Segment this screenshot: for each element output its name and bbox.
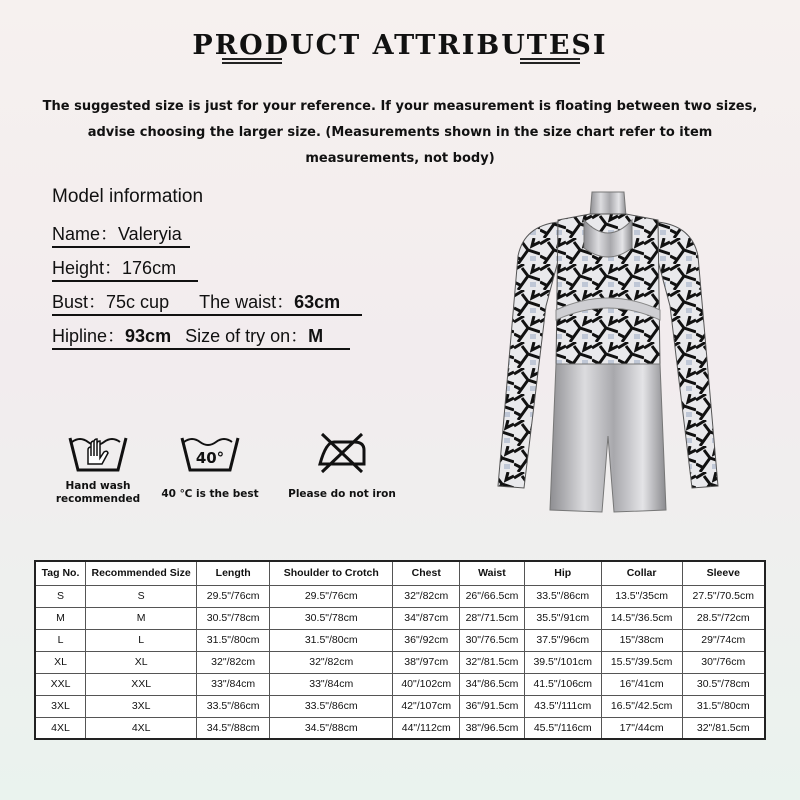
table-cell: 15.5"/39.5cm — [601, 651, 682, 673]
table-cell: 36"/91.5cm — [460, 695, 525, 717]
table-cell: 42"/107cm — [393, 695, 460, 717]
size-advice-text: The suggested size is just for your reference. If your measurement is floating between two sizes, advise choosing the larger size. (Measurements shown in the size chart refer to item measurements, not body) — [42, 99, 758, 166]
table-cell: 40"/102cm — [393, 673, 460, 695]
col-header: Tag No. — [35, 561, 86, 585]
table-cell: 30"/76cm — [682, 651, 765, 673]
col-header: Collar — [601, 561, 682, 585]
model-hip-tryon-row: Hipline：93cm Size of try on：M — [52, 322, 350, 350]
table-cell: 33.5"/86cm — [524, 585, 601, 607]
table-row — [35, 585, 765, 607]
table-cell: 31.5"/80cm — [197, 629, 270, 651]
table-row — [35, 673, 765, 695]
table-cell: 37.5"/96cm — [524, 629, 601, 651]
table-cell: 33"/84cm — [197, 673, 270, 695]
table-cell: XXL — [86, 673, 197, 695]
table-cell: 35.5"/91cm — [524, 607, 601, 629]
table-cell: 34.5"/88cm — [270, 717, 393, 739]
table-cell: 33"/84cm — [270, 673, 393, 695]
wash-40-icon — [178, 430, 242, 474]
table-cell: 39.5"/101cm — [524, 651, 601, 673]
table-cell: 32"/82cm — [393, 585, 460, 607]
table-cell: 43.5"/111cm — [524, 695, 601, 717]
table-cell: 30.5"/78cm — [682, 673, 765, 695]
table-cell: 30"/76.5cm — [460, 629, 525, 651]
hand-wash-label: Hand wash recommended — [55, 480, 141, 505]
table-cell: XL — [35, 651, 86, 673]
table-cell: 29.5"/76cm — [197, 585, 270, 607]
no-iron-icon — [310, 430, 374, 474]
table-cell: L — [86, 629, 197, 651]
table-row — [35, 607, 765, 629]
table-cell: 30.5"/78cm — [270, 607, 393, 629]
no-iron-label: Please do not iron — [288, 488, 396, 500]
table-cell: 28.5"/72cm — [682, 607, 765, 629]
care-no-iron — [282, 430, 402, 501]
bodysuit-product-image — [488, 186, 728, 526]
col-header: Hip — [524, 561, 601, 585]
model-heading: Model information — [52, 186, 204, 207]
col-header: Waist — [460, 561, 525, 585]
table-row — [35, 717, 765, 739]
table-cell: 29.5"/76cm — [270, 585, 393, 607]
col-header: Length — [197, 561, 270, 585]
table-cell: 34"/87cm — [393, 607, 460, 629]
table-cell: 4XL — [86, 717, 197, 739]
table-cell: 16.5"/42.5cm — [601, 695, 682, 717]
table-cell: M — [35, 607, 86, 629]
table-header-row — [35, 561, 765, 585]
table-cell: 4XL — [35, 717, 86, 739]
col-header: Shoulder to Crotch — [270, 561, 393, 585]
table-cell: 14.5"/36.5cm — [601, 607, 682, 629]
table-cell: 3XL — [35, 695, 86, 717]
table-cell: 16"/41cm — [601, 673, 682, 695]
table-cell: 30.5"/78cm — [197, 607, 270, 629]
table-cell: 36"/92cm — [393, 629, 460, 651]
col-header: Recommended Size — [86, 561, 197, 585]
page-title: PRODUCT ATTRIBUTESI — [192, 30, 608, 61]
table-cell: 3XL — [86, 695, 197, 717]
table-cell: 26"/66.5cm — [460, 585, 525, 607]
table-cell: 34"/86.5cm — [460, 673, 525, 695]
table-row — [35, 695, 765, 717]
table-cell: 32"/81.5cm — [460, 651, 525, 673]
table-cell: 31.5"/80cm — [682, 695, 765, 717]
table-cell: S — [86, 585, 197, 607]
table-cell: 34.5"/88cm — [197, 717, 270, 739]
table-row — [35, 651, 765, 673]
col-header: Sleeve — [682, 561, 765, 585]
table-cell: 41.5"/106cm — [524, 673, 601, 695]
table-cell: M — [86, 607, 197, 629]
table-cell: 38"/97cm — [393, 651, 460, 673]
table-cell: 31.5"/80cm — [270, 629, 393, 651]
care-hand-wash — [48, 430, 148, 506]
care-temperature — [160, 430, 260, 501]
hand-wash-icon — [66, 430, 130, 474]
table-cell: L — [35, 629, 86, 651]
table-row — [35, 629, 765, 651]
table-cell: 32"/82cm — [197, 651, 270, 673]
table-cell: 28"/71.5cm — [460, 607, 525, 629]
table-cell: 44"/112cm — [393, 717, 460, 739]
table-cell: 13.5"/35cm — [601, 585, 682, 607]
col-header: Chest — [393, 561, 460, 585]
table-cell: XXL — [35, 673, 86, 695]
table-cell: 27.5"/70.5cm — [682, 585, 765, 607]
size-table-body — [35, 585, 765, 739]
model-information — [52, 186, 362, 356]
model-height-row: Height：176cm — [52, 254, 198, 282]
model-name-row: Name：Valeryia — [52, 220, 190, 248]
size-chart-table — [34, 560, 766, 740]
table-cell: 38"/96.5cm — [460, 717, 525, 739]
table-cell: 45.5"/116cm — [524, 717, 601, 739]
wash-temp-value: 40° — [195, 449, 225, 467]
temp-label: 40 ℃ is the best — [161, 488, 259, 500]
table-cell: 32"/82cm — [270, 651, 393, 673]
table-cell: S — [35, 585, 86, 607]
model-bust-waist-row: Bust：75c cup The waist：63cm — [52, 288, 362, 316]
table-cell: 29"/74cm — [682, 629, 765, 651]
table-cell: 33.5"/86cm — [197, 695, 270, 717]
table-cell: 15"/38cm — [601, 629, 682, 651]
table-cell: 33.5"/86cm — [270, 695, 393, 717]
table-cell: XL — [86, 651, 197, 673]
table-cell: 32"/81.5cm — [682, 717, 765, 739]
table-cell: 17"/44cm — [601, 717, 682, 739]
